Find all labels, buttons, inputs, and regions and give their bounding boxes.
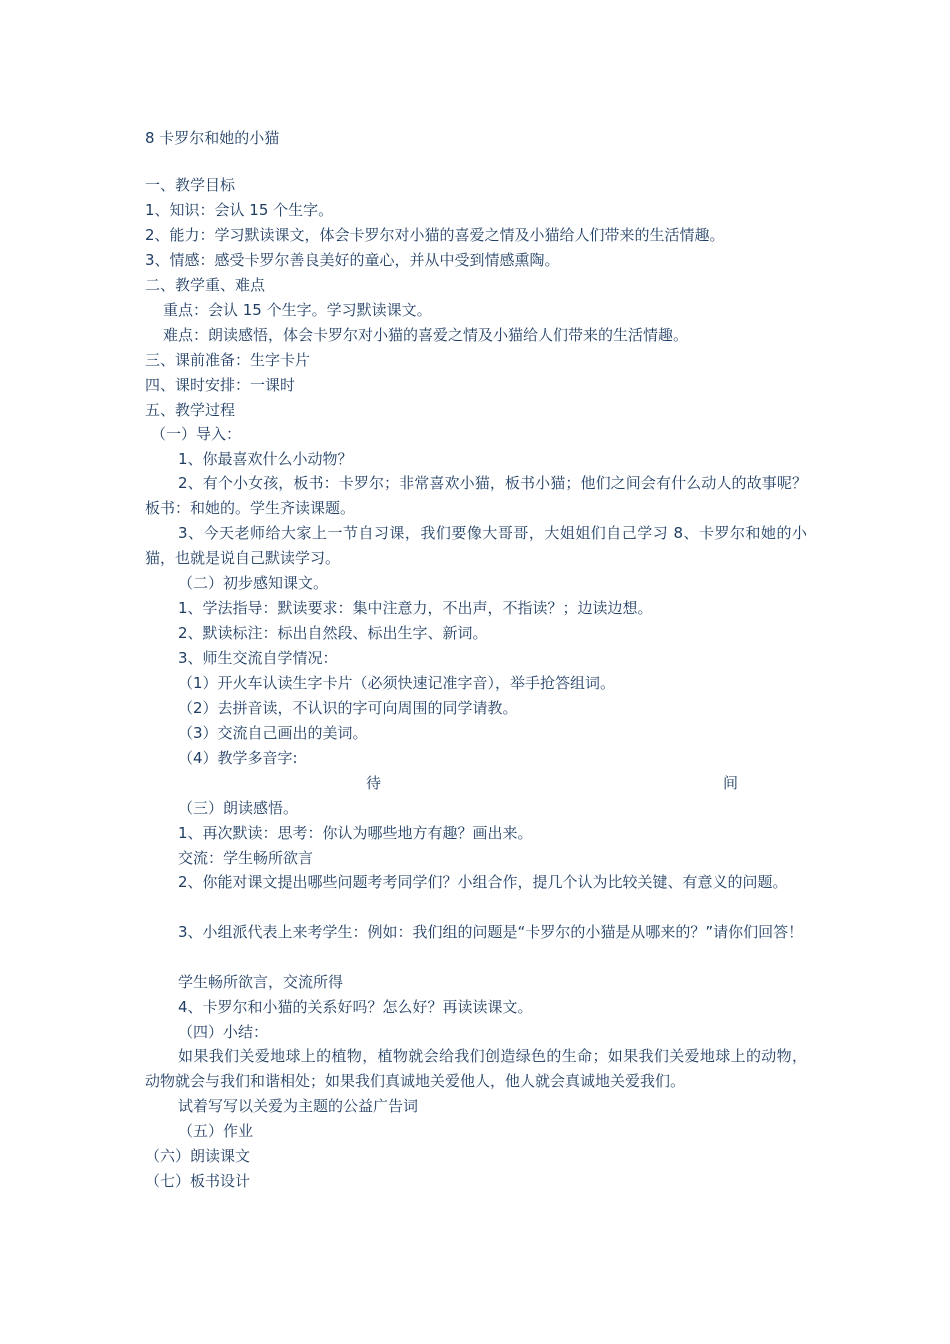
paragraph: （2）去拼音读，不认识的字可向周围的同学请教。 (178, 699, 518, 717)
paragraph: 3、小组派代表上来考学生：例如：我们组的问题是“卡罗尔的小猫是从哪来的？”请你们回答！ (178, 923, 804, 941)
paragraph: 2、你能对课文提出哪些问题考考同学们？小组合作，提几个认为比较关键、有意义的问题。 (178, 873, 788, 891)
subsection-heading: （五）作业 (178, 1122, 254, 1140)
paragraph: 试着写写以关爱为主题的公益广告词 (178, 1097, 419, 1115)
paragraph: 1、再次默读：思考：你认为哪些地方有趣？画出来。 (178, 824, 533, 842)
subsection-heading: （二）初步感知课文。 (178, 574, 329, 592)
paragraph: 1、学法指导：默读要求：集中注意力，不出声，不指读？；边读边想。 (178, 599, 653, 617)
paragraph: 3、今天老师给大家上一节自习课，我们要像大哥哥，大姐姐们自己学习 8、卡罗尔和她的小猫，也就是说自己默读学习。 (145, 524, 807, 567)
paragraph: （1）开火车认读生字卡片（必须快速记准字音），举手抢答组词。 (178, 674, 616, 692)
polyphone-char: 间 (723, 774, 739, 792)
paragraph: 1、你最喜欢什么小动物？ (178, 450, 353, 468)
section-heading: 四、课时安排：一课时 (145, 376, 296, 394)
paragraph: 难点：朗读感悟，体会卡罗尔对小猫的喜爱之情及小猫给人们带来的生活情趣。 (163, 326, 689, 344)
paragraph: 交流：学生畅所欲言 (178, 849, 314, 867)
paragraph: 学生畅所欲言，交流所得 (178, 973, 344, 991)
paragraph: 3、情感：感受卡罗尔善良美好的童心，并从中受到情感熏陶。 (145, 251, 560, 269)
paragraph: 1、知识：会认 15 个生字。 (145, 201, 334, 219)
subsection-heading: （一）导入： (151, 425, 242, 443)
paragraph: （4）教学多音字: (178, 749, 298, 767)
section-heading: 二、教学重、难点 (145, 276, 266, 294)
subsection-heading: （四）小结： (178, 1023, 269, 1041)
paragraph: 2、能力：学习默读课文，体会卡罗尔对小猫的喜爱之情及小猫给人们带来的生活情趣。 (145, 226, 725, 244)
paragraph: 如果我们关爱地球上的植物，植物就会给我们创造绿色的生命；如果我们关爱地球上的动物，动物就会与我们和谐相处；如果我们真诚地关爱他人，他人就会真诚地关爱我们。 (145, 1047, 807, 1090)
section-heading: 一、教学目标 (145, 176, 236, 194)
paragraph: 2、默读标注：标出自然段、标出生字、新词。 (178, 624, 488, 642)
section-heading: 五、教学过程 (145, 401, 236, 419)
paragraph: 4、卡罗尔和小猫的关系好吗？怎么好？再读读课文。 (178, 998, 533, 1016)
paragraph: 3、师生交流自学情况： (178, 649, 338, 667)
subsection-heading: （六）朗读课文 (145, 1147, 251, 1165)
polyphone-char: 待 (366, 774, 382, 792)
subsection-heading: （三）朗读感悟。 (178, 799, 299, 817)
paragraph: 重点：会认 15 个生字。学习默读课文。 (163, 301, 432, 319)
paragraph: （3）交流自己画出的美词。 (178, 724, 368, 742)
paragraph: 2、有个小女孩，板书：卡罗尔；非常喜欢小猫，板书小猫；他们之间会有什么动人的故事呢？板书：和她的。学生齐读课题。 (145, 474, 807, 517)
subsection-heading: （七）板书设计 (145, 1172, 251, 1190)
section-heading: 三、课前准备：生字卡片 (145, 351, 311, 369)
document-title: 8 卡罗尔和她的小猫 (145, 129, 280, 147)
